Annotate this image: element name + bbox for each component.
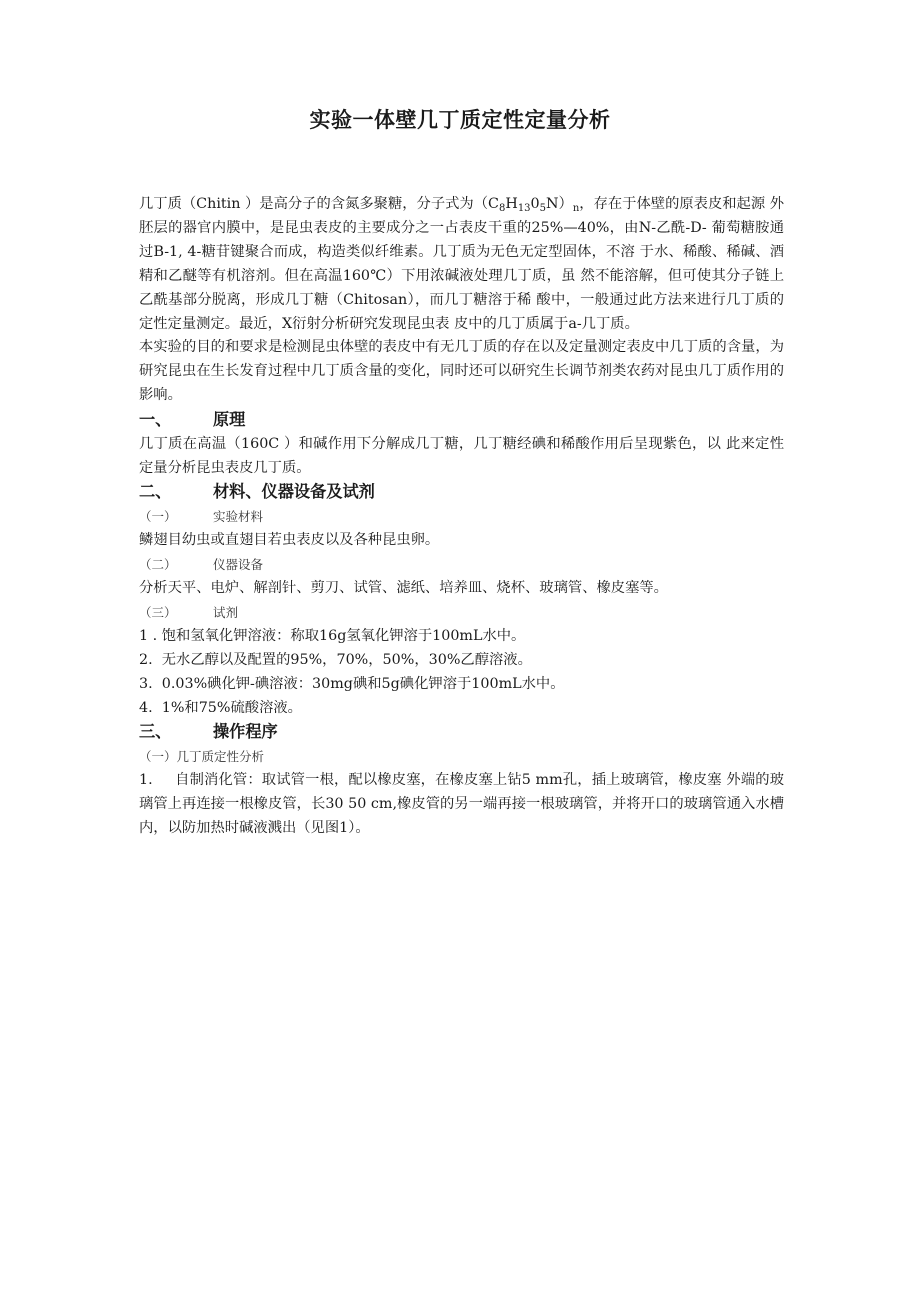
intro-text-2: H — [505, 196, 518, 212]
subsection-3-1-heading: （一）几丁质定性分析 — [139, 748, 265, 764]
reagent-item-number: 3. — [139, 675, 162, 692]
subsection-2-2-body: 分析天平、电炉、解剖针、剪刀、试管、滤纸、培养皿、烧杯、玻璃管、橡皮塞等。 — [139, 579, 668, 596]
reagent-item-number: 4. — [139, 699, 162, 716]
reagent-item-number: 1 . — [139, 627, 162, 644]
reagent-item-text: 饱和氢氧化钾溶液：称取16g氢氧化钾溶于100mL水中。 — [161, 627, 526, 644]
section-3-heading — [139, 720, 784, 745]
subsection-2-1-body: 鳞翅目幼虫或直翅目若虫表皮以及各种昆虫卵。 — [139, 531, 440, 548]
step-1-text: 自制消化管：取试管一根，配以橡皮塞，在橡皮塞上钻5 mm孔，插上玻璃管，橡皮塞 外端的玻璃管上再连接一根橡皮管，长30 50 cm,橡皮管的另一端再接一根玻璃管，并将开口的玻璃管通入水槽内，以防加热时碱液溅出（见图1）。 — [139, 771, 784, 836]
subsection-2-2-heading — [139, 553, 784, 577]
step-1-number: 1. — [139, 771, 153, 788]
reagent-item-text: 无水乙醇以及配置的95%，70%，50%，30%乙醇溶液。 — [161, 651, 532, 668]
formula-subscript-13: 13 — [517, 203, 531, 214]
subsection-2-2-number: （二） — [139, 556, 177, 572]
section-1-title: 原理 — [213, 410, 246, 430]
reagent-item-text: 1%和75%硫酸溶液。 — [161, 699, 302, 716]
intro-text-1: 几丁质（Chitin ）是高分子的含氮多聚糖，分子式为（C — [139, 196, 499, 212]
subsection-2-3-title: 试剂 — [213, 604, 239, 620]
subsection-2-3-number: （三） — [139, 604, 177, 620]
subsection-2-1-number: （一） — [139, 508, 177, 524]
document-title: 实验一体壁几丁质定性定量分析 — [309, 108, 611, 132]
subsection-2-1-title: 实验材料 — [213, 508, 264, 524]
formula-subscript-8: 8 — [498, 203, 506, 214]
section-1-heading — [139, 408, 784, 433]
section-1-body: 几丁质在高温（160C ）和碱作用下分解成几丁糖，几丁糖经碘和稀酸作用后呈现紫色，以 此来定性定量分析昆虫表皮几丁质。 — [139, 435, 784, 476]
subsection-2-2-title: 仪器设备 — [213, 556, 264, 572]
reagent-item-number: 2. — [139, 651, 162, 668]
step-1-paragraph — [139, 769, 784, 841]
reagent-item — [139, 697, 784, 721]
document-body — [139, 193, 784, 841]
section-3-number: 三、 — [139, 722, 172, 742]
intro-text-4: N） — [546, 196, 573, 212]
subsection-2-1-heading — [139, 505, 784, 529]
reagent-item — [139, 649, 784, 673]
section-3-title: 操作程序 — [213, 722, 278, 742]
reagent-item-text: 0.03%碘化钾-碘溶液：30mg碘和5g碘化钾溶于100mL水中。 — [161, 675, 565, 692]
reagent-item — [139, 673, 784, 697]
intro-text-5: ，存在于体壁的原表皮和起源 外胚层的器官内膜中，是昆虫表皮的主要成分之一占表皮干重的25%—40%，由N-乙酰-D- 葡萄糖胺通过B-1, 4-糖苷键聚合而成，构造类似纤维素。几丁质为无色无定型固体，不溶 于水、稀酸、稀碱、酒精和乙醚等有机溶剂。但在高温160℃）下用浓碱液处理几丁质，虽 然不能溶解，但可使其分子链上乙酰基部分脱离，形成几丁糖（Chitosan），而几丁糖溶于稀 酸中，一般通过此方法来进行几丁质的定性定量测定。最近，X衍射分析研究发现昆虫表 皮中的几丁质属于a-几丁质。 — [139, 196, 784, 332]
section-2-number: 二、 — [139, 482, 172, 502]
section-1-number: 一、 — [139, 410, 172, 430]
intro-paragraph — [139, 193, 784, 336]
subsection-2-3-heading — [139, 601, 784, 625]
purpose-paragraph: 本实验的目的和要求是检测昆虫体壁的表皮中有无几丁质的存在以及定量测定表皮中几丁质的含量，为研究昆虫在生长发育过程中几丁质含量的变化，同时还可以研究生长调节剂类农药对昆虫几丁质作用的影响。 — [139, 339, 784, 404]
formula-subscript-5: 5 — [539, 203, 547, 214]
section-2-title: 材料、仪器设备及试剂 — [213, 482, 375, 502]
reagent-item — [139, 625, 784, 649]
intro-text-3: 0 — [530, 196, 540, 212]
section-2-heading — [139, 480, 784, 505]
formula-subscript-n: n — [572, 203, 580, 214]
